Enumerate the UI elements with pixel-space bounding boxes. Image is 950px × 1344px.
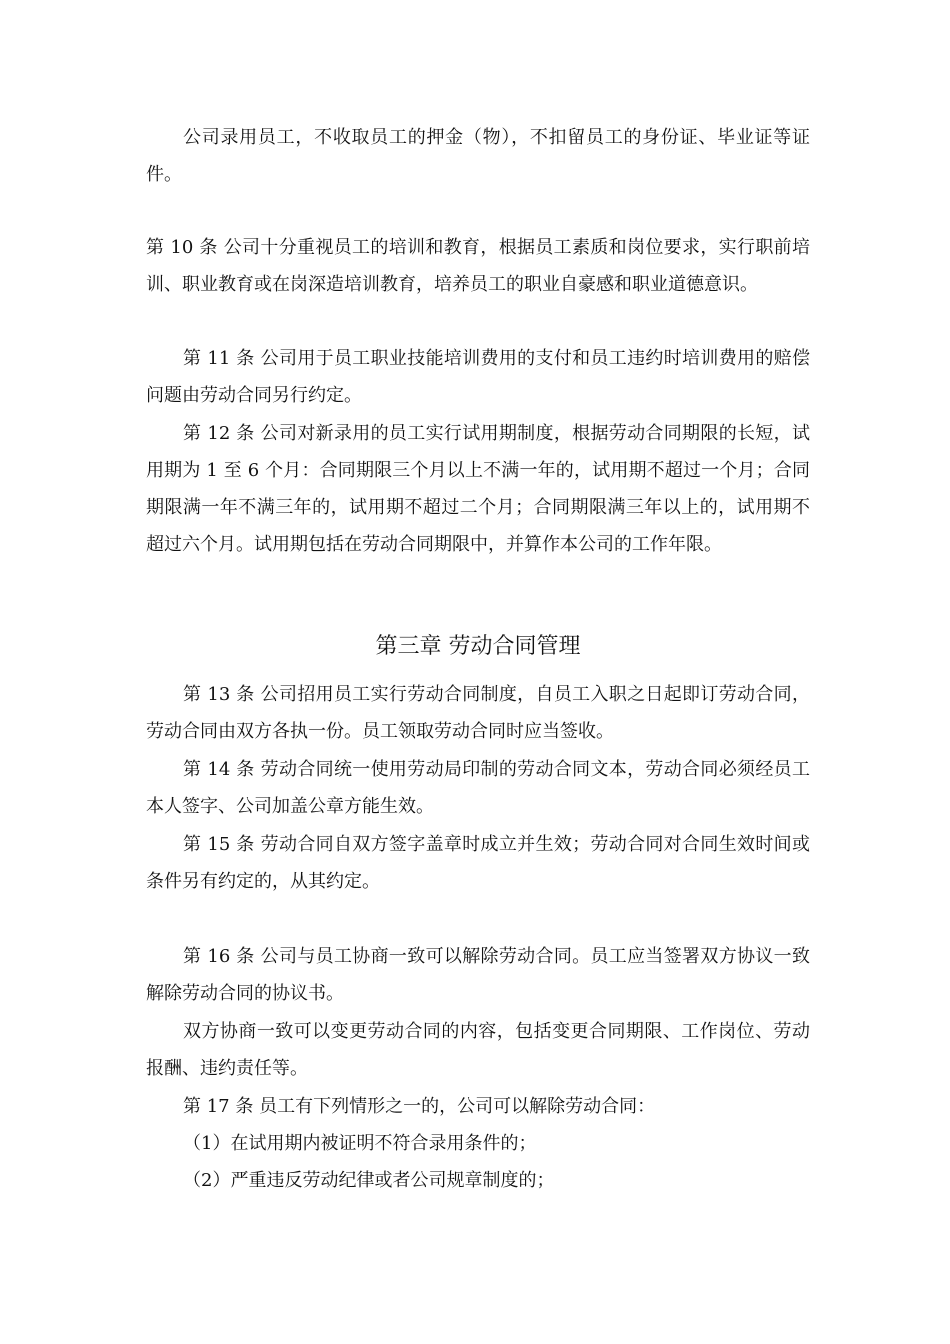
paragraph-article-17: 第 17 条 员工有下列情形之一的，公司可以解除劳动合同：	[183, 1096, 656, 1117]
paragraph-article-16: 第 16 条 公司与员工协商一致可以解除劳动合同。员工应当签署双方协议一致解除劳动合同的协议书。	[146, 946, 810, 1004]
paragraph-contract-change: 双方协商一致可以变更劳动合同的内容，包括变更合同期限、工作岗位、劳动报酬、违约责任等。	[146, 1021, 810, 1079]
list-item-discipline: （2）严重违反劳动纪律或者公司规章制度的；	[183, 1170, 555, 1191]
paragraph-article-10: 第 10 条 公司十分重视员工的培训和教育，根据员工素质和岗位要求，实行职前培训、职业教育或在岗深造培训教育，培养员工的职业自豪感和职业道德意识。	[146, 237, 810, 295]
paragraph-article-11: 第 11 条 公司用于员工职业技能培训费用的支付和员工违约时培训费用的赔偿问题由劳动合同另行约定。	[146, 348, 810, 406]
paragraph-article-12: 第 12 条 公司对新录用的员工实行试用期制度，根据劳动合同期限的长短，试用期为 1 至 6 个月：合同期限三个月以上不满一年的，试用期不超过一个月；合同期限满一年不满三年的，试用期不超过二个月；合同期限满三年以上的，试用期不超过六个月。试用期包括在劳动合同期限中，并算作本公司的工作年限。	[146, 423, 810, 555]
chapter-heading: 第三章 劳动合同管理	[375, 634, 581, 659]
paragraph-deposit-policy: 公司录用员工，不收取员工的押金（物），不扣留员工的身份证、毕业证等证件。	[146, 127, 810, 185]
paragraph-article-13: 第 13 条 公司招用员工实行劳动合同制度，自员工入职之日起即订劳动合同，劳动合同由双方各执一份。员工领取劳动合同时应当签收。	[146, 684, 810, 742]
paragraph-article-14: 第 14 条 劳动合同统一使用劳动局印制的劳动合同文本，劳动合同必须经员工本人签字、公司加盖公章方能生效。	[146, 759, 810, 817]
paragraph-article-15: 第 15 条 劳动合同自双方签字盖章时成立并生效；劳动合同对合同生效时间或条件另有约定的，从其约定。	[146, 834, 810, 892]
list-item-probation: （1）在试用期内被证明不符合录用条件的；	[183, 1133, 537, 1154]
